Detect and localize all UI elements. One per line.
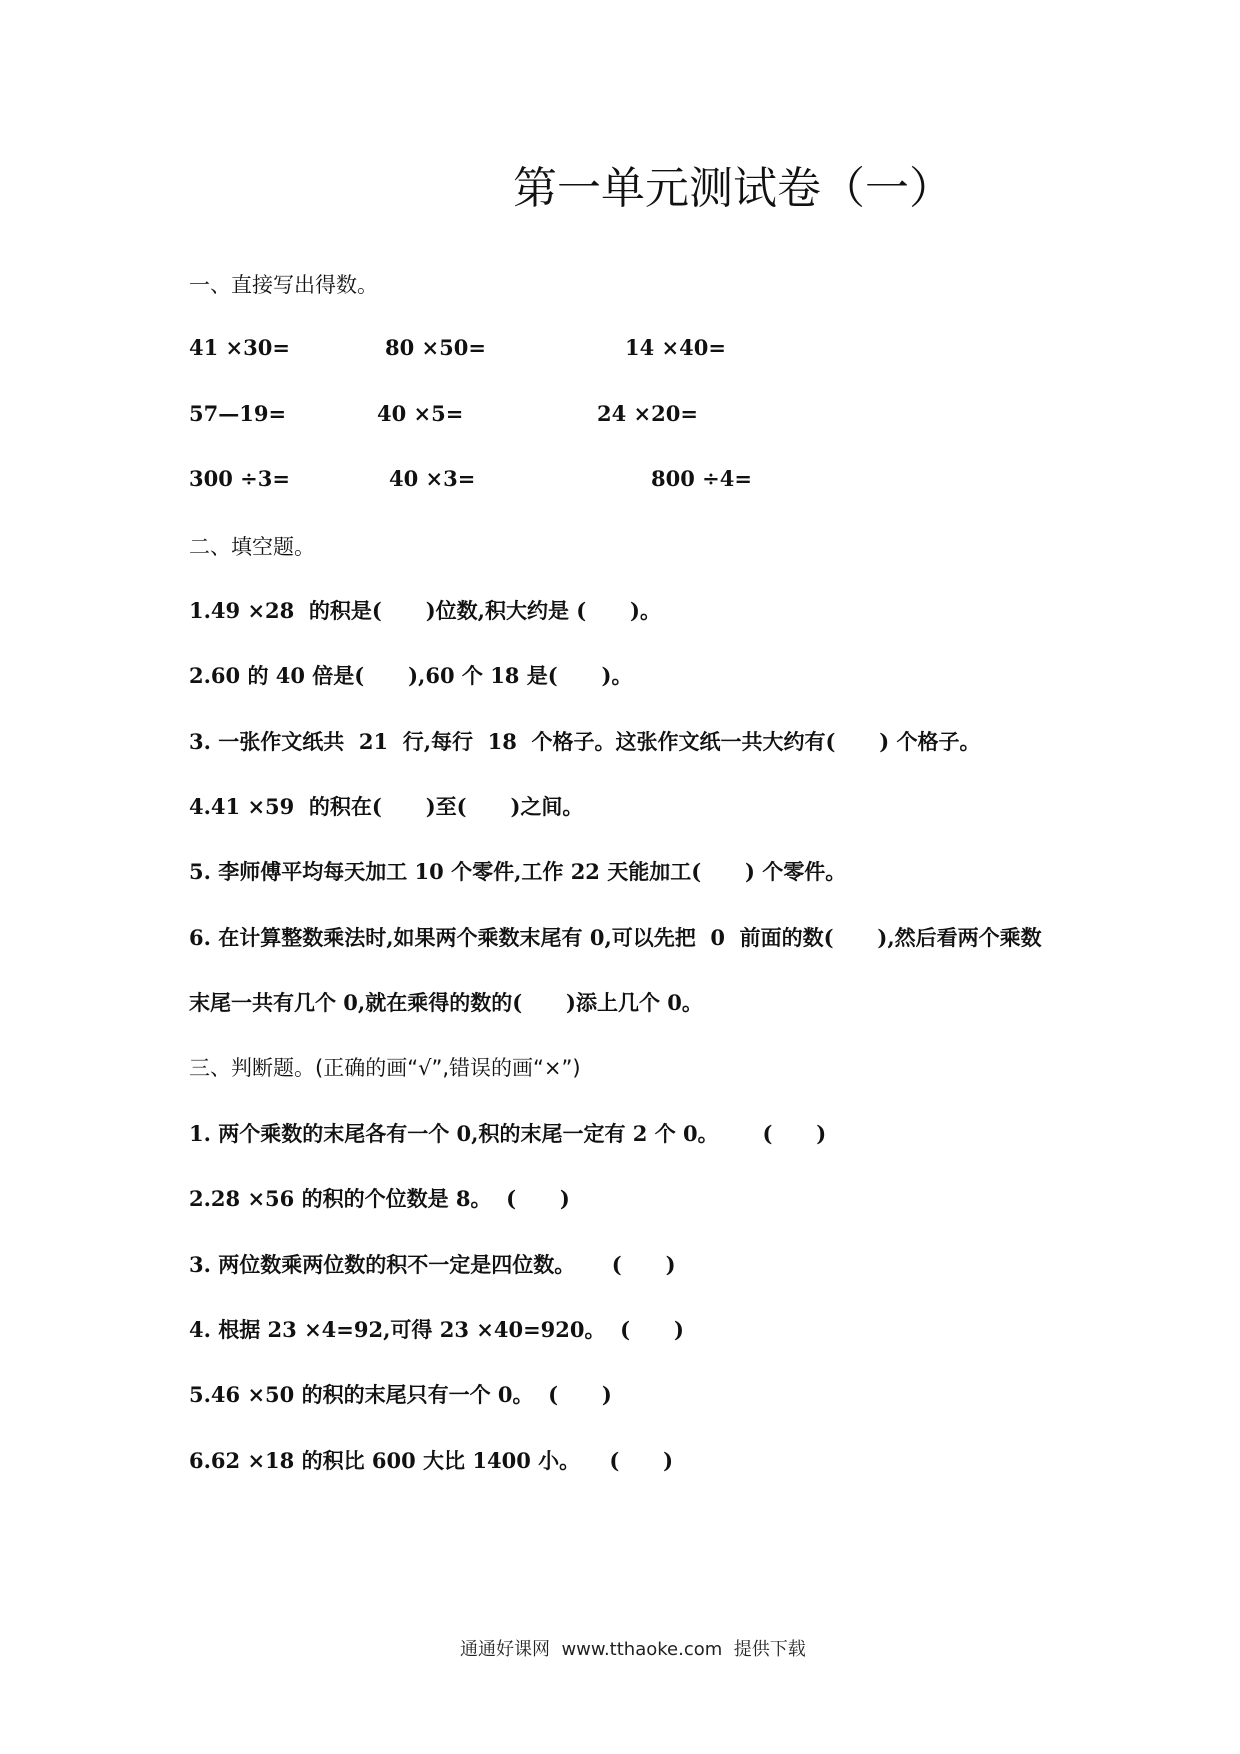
calc-item: 14 ×40= bbox=[625, 335, 726, 360]
fill-blank-item-6: 6. 在计算整数乘法时,如果两个乘数末尾有 0,可以先把 0 前面的数( ),然后看两个乘数 bbox=[189, 925, 1042, 950]
calc-item: 57—19= bbox=[189, 401, 287, 426]
fill-blank-item-2: 2.60 的 40 倍是( ),60 个 18 是( )。 bbox=[189, 663, 633, 688]
section-3-heading: 三、判断题。(正确的画“√”,错误的画“×”) bbox=[189, 1056, 581, 1080]
judge-item-3: 3. 两位数乘两位数的积不一定是四位数。 ( ) bbox=[189, 1252, 676, 1277]
judge-item-2: 2.28 ×56 的积的个位数是 8。 ( ) bbox=[189, 1186, 570, 1211]
fill-blank-item-4: 4.41 ×59 的积在( )至( )之间。 bbox=[189, 794, 584, 819]
section-2-heading: 二、填空题。 bbox=[189, 535, 315, 559]
calc-item: 24 ×20= bbox=[597, 401, 698, 426]
page-title: 第一单元测试卷（一） bbox=[513, 163, 953, 214]
calc-item: 40 ×5= bbox=[377, 401, 464, 426]
calc-item: 41 ×30= bbox=[189, 335, 290, 360]
fill-blank-item-3: 3. 一张作文纸共 21 行,每行 18 个格子。这张作文纸一共大约有( ) 个格子。 bbox=[189, 729, 981, 754]
calc-item: 80 ×50= bbox=[385, 335, 486, 360]
calc-item: 300 ÷3= bbox=[189, 466, 290, 491]
calc-item: 40 ×3= bbox=[389, 466, 476, 491]
judge-item-1: 1. 两个乘数的末尾各有一个 0,积的末尾一定有 2 个 0。 ( ) bbox=[189, 1121, 827, 1146]
judge-item-6: 6.62 ×18 的积比 600 大比 1400 小。 ( ) bbox=[189, 1448, 674, 1473]
section-1-heading: 一、直接写出得数。 bbox=[189, 273, 378, 297]
calc-item: 800 ÷4= bbox=[651, 466, 752, 491]
fill-blank-item-1: 1.49 ×28 的积是( )位数,积大约是 ( )。 bbox=[189, 598, 661, 623]
fill-blank-item-5: 5. 李师傅平均每天加工 10 个零件,工作 22 天能加工( ) 个零件。 bbox=[189, 859, 847, 884]
page-footer: 通通好课网 www.tthaoke.com 提供下载 bbox=[460, 1639, 806, 1660]
judge-item-4: 4. 根据 23 ×4=92,可得 23 ×40=920。 ( ) bbox=[189, 1317, 684, 1342]
fill-blank-item-6-continued: 末尾一共有几个 0,就在乘得的数的( )添上几个 0。 bbox=[189, 990, 703, 1015]
judge-item-5: 5.46 ×50 的积的末尾只有一个 0。 ( ) bbox=[189, 1382, 612, 1407]
